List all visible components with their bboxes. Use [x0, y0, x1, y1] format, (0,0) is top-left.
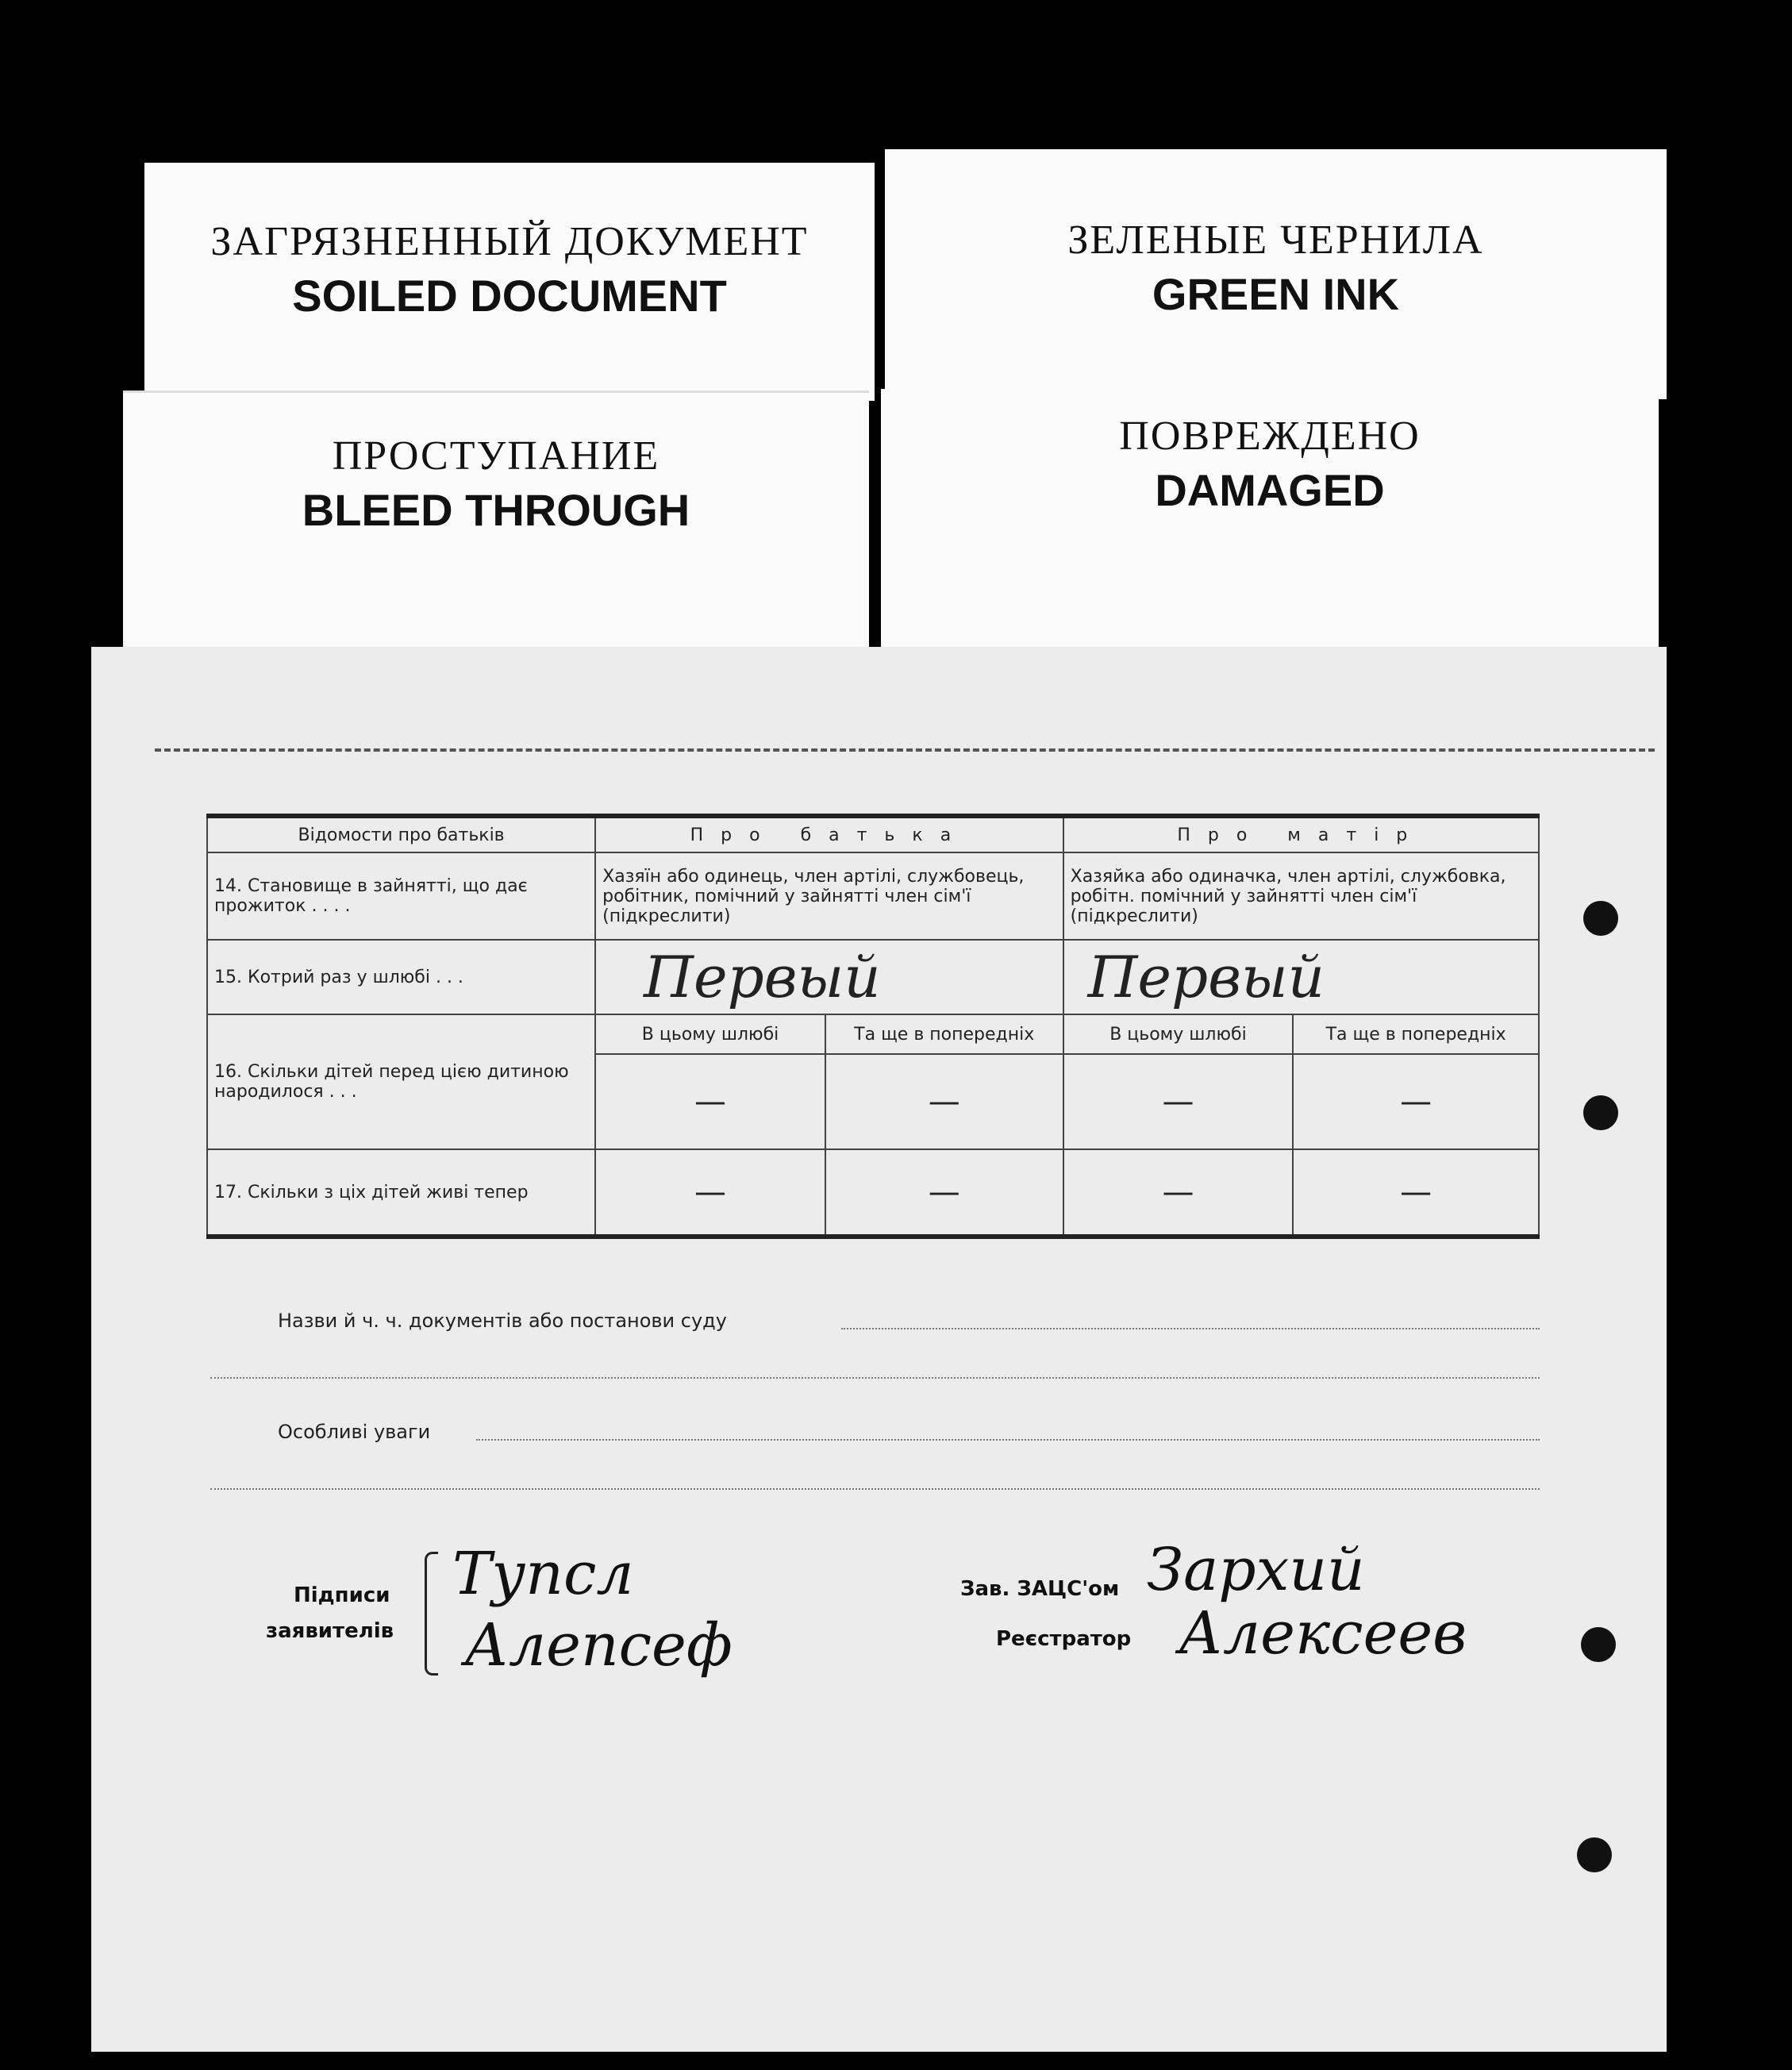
row17-father-this: —	[595, 1149, 825, 1237]
applicants-brace	[425, 1552, 438, 1676]
subheader-father-prev: Та ще в попередніх	[825, 1014, 1063, 1054]
card-ru-label: ЗАГРЯЗНЕННЫЙ ДОКУМЕНТ	[210, 219, 809, 264]
row17-father-prev: —	[825, 1149, 1063, 1237]
perforation-line	[155, 748, 1655, 752]
documents-label: Назви й ч. ч. документів або постанови суду	[278, 1310, 727, 1332]
subheader-mother-this: В цьому шлюбі	[1063, 1014, 1294, 1054]
card-en-label: BLEED THROUGH	[302, 485, 690, 535]
header-father: Про батька	[595, 816, 1063, 852]
card-en-label: DAMAGED	[1155, 465, 1385, 515]
row17-label: 17. Скільки з ціх дітей живі тепер	[207, 1149, 595, 1237]
damaged-card	[881, 389, 1659, 655]
head-label: Зав. ЗАЦС'ом	[960, 1577, 1120, 1601]
record-form-sheet	[91, 647, 1667, 2052]
row17-mother-prev: —	[1293, 1149, 1539, 1237]
notes-label: Особливі уваги	[278, 1421, 431, 1443]
punch-hole	[1577, 1837, 1612, 1872]
header-parents-info: Відомости про батьків	[207, 816, 595, 852]
punch-hole	[1581, 1627, 1616, 1662]
head-signature: Зархий	[1147, 1536, 1365, 1604]
row16-mother-prev: —	[1293, 1054, 1539, 1149]
row14-father: Хазяїн або одинець, член артілі, службовець, робітник, помічний у зайнятті член сім'ї (підкреслити)	[595, 852, 1063, 940]
row17-mother-this: —	[1063, 1149, 1294, 1237]
card-ru-label: ПОВРЕЖДЕНО	[1119, 414, 1421, 459]
applicants-label-1: Підписи	[294, 1583, 390, 1607]
parents-info-table	[206, 814, 1540, 1239]
row14-label: 14. Становище в зайнятті, що дає прожиток . . . .	[207, 852, 595, 940]
green-ink-card	[885, 149, 1667, 399]
subheader-mother-prev: Та ще в попередніх	[1293, 1014, 1539, 1054]
documents-line	[841, 1328, 1540, 1329]
applicants-label-2: заявителів	[266, 1619, 394, 1643]
applicant-signature-1: Тупсл	[452, 1540, 634, 1608]
documents-line-2	[210, 1377, 1540, 1379]
soiled-document-card	[144, 163, 875, 401]
notes-line	[476, 1439, 1540, 1441]
row14-mother: Хазяйка або одиначка, член артілі, службовка, робітн. помічний у зайнятті член сім'ї (підкреслити)	[1063, 852, 1539, 940]
punch-hole	[1583, 901, 1618, 936]
registrar-label: Реєстратор	[996, 1627, 1132, 1651]
row15-mother-value: Первый	[1063, 940, 1539, 1014]
applicant-signature-2: Алепсеф	[464, 1611, 733, 1679]
notes-line-2	[210, 1488, 1540, 1490]
row16-mother-this: —	[1063, 1054, 1294, 1149]
row16-father-this: —	[595, 1054, 825, 1149]
punch-hole	[1583, 1095, 1618, 1130]
card-en-label: GREEN INK	[1152, 269, 1400, 319]
registrar-signature: Алексеев	[1179, 1599, 1467, 1668]
row15-label: 15. Котрий раз у шлюбі . . .	[207, 940, 595, 1014]
row15-father-value: Первый	[595, 940, 1063, 1014]
card-ru-label: ПРОСТУПАНИЕ	[332, 433, 660, 479]
card-en-label: SOILED DOCUMENT	[292, 271, 727, 321]
row16-label: 16. Скільки дітей перед цією дитиною народилося . . .	[207, 1014, 595, 1149]
header-mother: Про матір	[1063, 816, 1539, 852]
bleed-through-card	[123, 393, 869, 655]
subheader-father-this: В цьому шлюбі	[595, 1014, 825, 1054]
card-ru-label: ЗЕЛЕНЫЕ ЧЕРНИЛА	[1067, 217, 1484, 263]
row16-father-prev: —	[825, 1054, 1063, 1149]
